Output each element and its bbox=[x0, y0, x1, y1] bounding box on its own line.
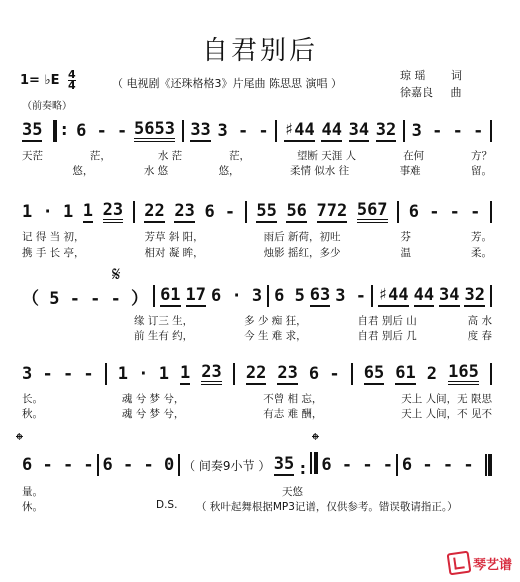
barline bbox=[490, 285, 492, 307]
repeat-end-barline: : bbox=[298, 452, 318, 479]
barline bbox=[403, 120, 405, 142]
note-group: ♯44 bbox=[284, 120, 315, 140]
lyric-word: 高 水 bbox=[467, 315, 492, 327]
brand-name: 琴艺谱 bbox=[472, 557, 512, 573]
lyric-word: 水 悠 bbox=[143, 165, 169, 177]
note-group: 35 bbox=[273, 454, 295, 474]
repeat-start-barline: : bbox=[53, 120, 69, 142]
lyric-word: 秋。 bbox=[22, 408, 43, 420]
segno-icon: 𝄋 bbox=[112, 262, 121, 286]
lyrics-verse-2 bbox=[22, 163, 492, 177]
lyrics-verse-2 bbox=[22, 406, 492, 420]
note-group: 3 - bbox=[335, 286, 366, 306]
note-group: （ 5 - - - ） bbox=[22, 288, 149, 309]
barline bbox=[371, 285, 373, 307]
lyric-word: 天悠 bbox=[282, 486, 303, 498]
note-group: 61 bbox=[160, 285, 181, 305]
note-group: 65 bbox=[363, 363, 385, 383]
note-group: 6 - - - bbox=[321, 455, 394, 475]
lyric-word: 多 少 痴 狂， bbox=[244, 315, 307, 327]
interlude-note: （ 间奏9小节 ） bbox=[183, 458, 271, 473]
barline bbox=[490, 120, 492, 142]
lyrics-verse-1 bbox=[22, 391, 492, 405]
meter-bottom: 4 bbox=[68, 79, 76, 92]
lyric-word: 魂 兮 梦 兮， bbox=[121, 393, 185, 405]
barline bbox=[105, 363, 107, 385]
note-group: 32 bbox=[375, 120, 397, 140]
lyric-word: 在何 bbox=[403, 150, 425, 162]
lyric-word: 留。 bbox=[470, 165, 492, 177]
barline bbox=[133, 201, 135, 223]
barline bbox=[351, 363, 353, 385]
note-group: 34 bbox=[348, 120, 370, 140]
lyric-word: 休。 bbox=[22, 501, 43, 513]
barline bbox=[97, 454, 99, 476]
note-group: 32 bbox=[464, 285, 485, 305]
barline bbox=[396, 454, 398, 476]
lyrics-verse-1 bbox=[22, 148, 492, 162]
note-group: 23 bbox=[277, 363, 298, 383]
note-group: 772 bbox=[316, 201, 348, 221]
final-barline bbox=[485, 454, 492, 476]
lyric-word: 天上 人间，不 见不 bbox=[401, 408, 492, 420]
note-group: 3 - - bbox=[217, 121, 269, 141]
transcription-note: （ 秋叶起舞根据MP3记谱，仅供参考。错误敬请指正。） bbox=[196, 501, 458, 513]
note-group: 1 bbox=[179, 363, 191, 383]
barline bbox=[178, 454, 180, 476]
lyric-word: 天茫 bbox=[22, 150, 43, 162]
note-group: 1 · 1 bbox=[22, 202, 74, 222]
note-group: ♯44 bbox=[377, 285, 409, 305]
note-group: 63 bbox=[309, 285, 331, 305]
prelude-note: （前奏略） bbox=[22, 101, 72, 112]
note-group: 35 bbox=[22, 120, 43, 140]
lyric-word: 水 茫 bbox=[157, 150, 183, 162]
score-line-2 bbox=[22, 200, 492, 224]
note-group: 22 bbox=[245, 363, 267, 383]
barline bbox=[233, 363, 235, 385]
lyric-word: 不曾 相 忘， bbox=[263, 393, 323, 405]
note-group: 5653 bbox=[134, 120, 175, 142]
note-group: 6 - - - bbox=[408, 202, 481, 222]
note-group: 33 bbox=[190, 120, 211, 140]
barline bbox=[267, 285, 269, 307]
note-group: 23 bbox=[201, 363, 221, 385]
lyric-word: 前 生有 约， bbox=[134, 330, 194, 342]
note-group: 6 - - - bbox=[401, 455, 474, 475]
note-group: 17 bbox=[185, 285, 206, 305]
note-group: 6 - - - bbox=[22, 455, 94, 475]
note-group: 6 5 bbox=[274, 286, 305, 306]
lyric-word: 度 春 bbox=[467, 330, 492, 342]
meter-top: 4 bbox=[68, 68, 76, 81]
note-group: 34 bbox=[439, 285, 460, 305]
lyric-word: 记 得 当 初， bbox=[22, 231, 85, 243]
song-title: 自君别后 bbox=[201, 36, 318, 66]
lyric-word: 自君 别后 几 bbox=[357, 330, 417, 342]
note-group: 1 · 1 bbox=[117, 364, 169, 384]
key-label: 1= ♭E bbox=[20, 73, 60, 88]
lyric-word: 烛影 摇红，多少 bbox=[263, 247, 341, 259]
note-group: 6 - bbox=[308, 364, 340, 384]
coda-icon: 𝄌 bbox=[16, 428, 23, 452]
note-group: 567 bbox=[357, 201, 388, 223]
lyrics-verse-1 bbox=[22, 229, 492, 243]
note-group: 6 - bbox=[204, 202, 236, 222]
note-group: 23 bbox=[174, 201, 195, 221]
lyric-word: 相对 凝 眸， bbox=[144, 247, 204, 259]
note-group: 23 bbox=[103, 201, 123, 223]
lyric-word: 悠， bbox=[218, 165, 240, 177]
key-signature bbox=[20, 70, 76, 91]
lyricist-name: 琼 瑶 bbox=[400, 69, 426, 82]
lyric-word: 雨后 新荷，初吐 bbox=[263, 231, 341, 243]
lyrics-verse-2 bbox=[22, 245, 492, 259]
lyric-word: 芬 bbox=[400, 231, 411, 243]
lyricist-role: 词 bbox=[451, 69, 462, 82]
lyric-word: 柔。 bbox=[470, 247, 492, 259]
note-group: 3 - - - bbox=[411, 121, 484, 141]
lyrics-verse-2 bbox=[22, 328, 492, 342]
lyric-word: 柔情 似水 往 bbox=[289, 165, 350, 177]
note-group: 56 bbox=[286, 201, 307, 221]
brand-logo bbox=[448, 552, 512, 574]
barline bbox=[153, 285, 155, 307]
lyric-word: 有志 难 酬， bbox=[263, 408, 323, 420]
score-line-3 bbox=[22, 284, 492, 308]
lyric-word: 芳草 斜 阳， bbox=[144, 231, 204, 243]
lyrics-verse-1 bbox=[22, 313, 492, 327]
lyric-word: 温 bbox=[400, 247, 411, 259]
lyric-word: 魂 兮 梦 兮， bbox=[121, 408, 185, 420]
lyric-word: 今 生 难 求， bbox=[244, 330, 307, 342]
barline bbox=[245, 201, 247, 223]
note-group: 1 bbox=[82, 201, 94, 221]
note-group: 22 bbox=[144, 201, 165, 221]
song-subtitle: （ 电视剧《还珠格格3》片尾曲 陈思思 演唱 ） bbox=[112, 77, 342, 90]
lyric-word: 缘 订三 生， bbox=[134, 315, 194, 327]
lyric-word: 方？ bbox=[470, 150, 492, 162]
lyric-word: 悠， bbox=[72, 165, 94, 177]
lyric-word: 自君 别后 山 bbox=[357, 315, 417, 327]
composer-name: 徐嘉良 bbox=[400, 86, 433, 99]
lyric-word: 天上 人间，无 限思 bbox=[401, 393, 492, 405]
coda-icon: 𝄌 bbox=[312, 428, 319, 452]
score-line-4 bbox=[22, 362, 492, 386]
note-group: 2 bbox=[426, 364, 438, 384]
note-group: 6 - - 0 bbox=[102, 455, 175, 475]
lyric-word: 茫， bbox=[89, 150, 111, 162]
ds-marking: D.S. bbox=[156, 499, 178, 511]
lyric-word: 望断 天涯 人 bbox=[296, 150, 357, 162]
lyric-word: 茫， bbox=[229, 150, 251, 162]
barline bbox=[490, 201, 492, 223]
lyric-word: 携 手 长 亭， bbox=[22, 247, 85, 259]
lyric-word: 事难 bbox=[399, 165, 421, 177]
composer-role: 曲 bbox=[450, 86, 462, 99]
note-group: 55 bbox=[256, 201, 277, 221]
note-group: 44 bbox=[321, 120, 342, 140]
barline bbox=[275, 120, 277, 142]
lyricist-credit bbox=[400, 67, 462, 83]
note-group: 6 - - bbox=[76, 121, 128, 141]
barline bbox=[182, 120, 184, 142]
score-line-5 bbox=[22, 453, 492, 477]
note-group: 165 bbox=[448, 363, 479, 385]
brand-mark-icon bbox=[447, 551, 472, 576]
note-group: 61 bbox=[395, 363, 416, 383]
lyric-word: 长。 bbox=[22, 393, 43, 405]
barline bbox=[490, 363, 492, 385]
note-group: 44 bbox=[413, 285, 435, 305]
composer-credit bbox=[400, 84, 462, 100]
lyric-word: 量。 bbox=[22, 486, 43, 498]
note-group: 3 - - - bbox=[22, 364, 94, 384]
barline bbox=[397, 201, 399, 223]
lyric-word: 芳。 bbox=[470, 231, 492, 243]
score-line-1 bbox=[22, 119, 492, 143]
time-signature bbox=[68, 70, 76, 91]
note-group: 6 · 3 bbox=[210, 286, 263, 306]
